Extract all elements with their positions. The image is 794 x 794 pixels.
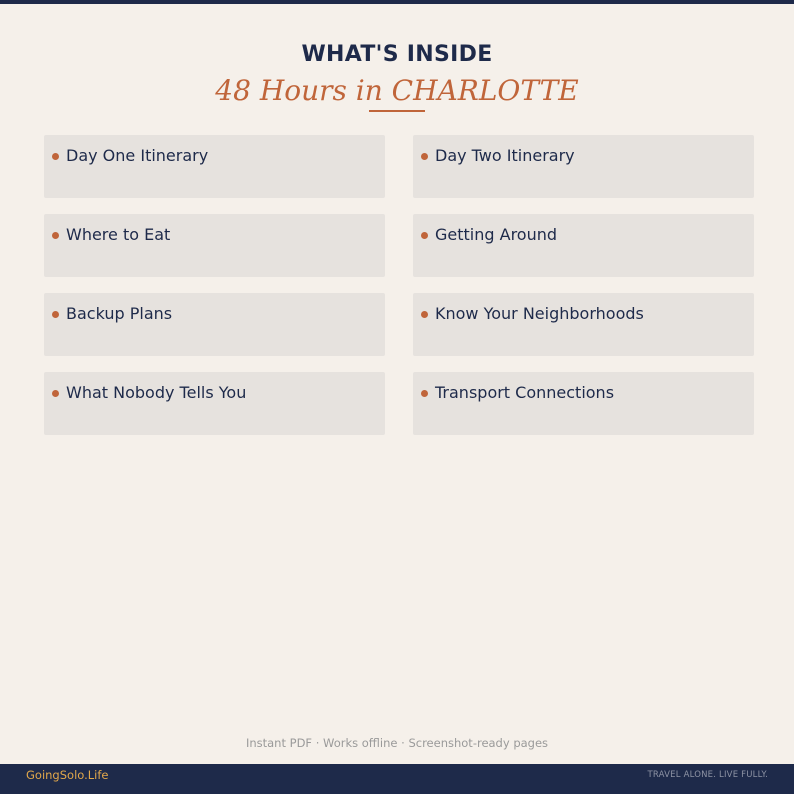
section-card-where-to-eat xyxy=(44,214,385,277)
section-label: Backup Plans xyxy=(66,304,173,323)
section-label: What Nobody Tells You xyxy=(66,383,247,402)
page-title: WHAT'S INSIDE xyxy=(301,42,493,67)
bullet-dot-icon xyxy=(421,390,428,397)
bullet-dot-icon xyxy=(421,153,428,160)
section-card-day-one xyxy=(44,135,385,198)
bullet-dot-icon xyxy=(421,311,428,318)
section-label: Day One Itinerary xyxy=(66,146,209,165)
features-line: Instant PDF · Works offline · Screenshot-ready pages xyxy=(245,736,549,750)
section-card-nobody-tells xyxy=(44,372,385,435)
footer-bar xyxy=(0,764,794,794)
section-card-day-two xyxy=(413,135,754,198)
bullet-dot-icon xyxy=(52,232,59,239)
section-card-neighborhoods xyxy=(413,293,754,356)
bullet-dot-icon xyxy=(52,390,59,397)
section-label: Transport Connections xyxy=(435,383,615,402)
section-card-backup-plans xyxy=(44,293,385,356)
section-label: Where to Eat xyxy=(66,225,171,244)
bullet-dot-icon xyxy=(52,311,59,318)
section-card-getting-around xyxy=(413,214,754,277)
page-subtitle: 48 Hours in CHARLOTTE xyxy=(215,74,579,107)
contents-grid xyxy=(44,135,754,435)
bullet-dot-icon xyxy=(52,153,59,160)
brand-name: GoingSolo.Life xyxy=(26,768,109,782)
brand-tagline: TRAVEL ALONE. LIVE FULLY. xyxy=(647,770,768,780)
section-card-transport xyxy=(413,372,754,435)
subtitle-underline xyxy=(369,110,425,112)
top-accent-bar xyxy=(0,0,794,4)
bullet-dot-icon xyxy=(421,232,428,239)
section-label: Know Your Neighborhoods xyxy=(435,304,644,323)
section-label: Day Two Itinerary xyxy=(435,146,575,165)
section-label: Getting Around xyxy=(435,225,558,244)
